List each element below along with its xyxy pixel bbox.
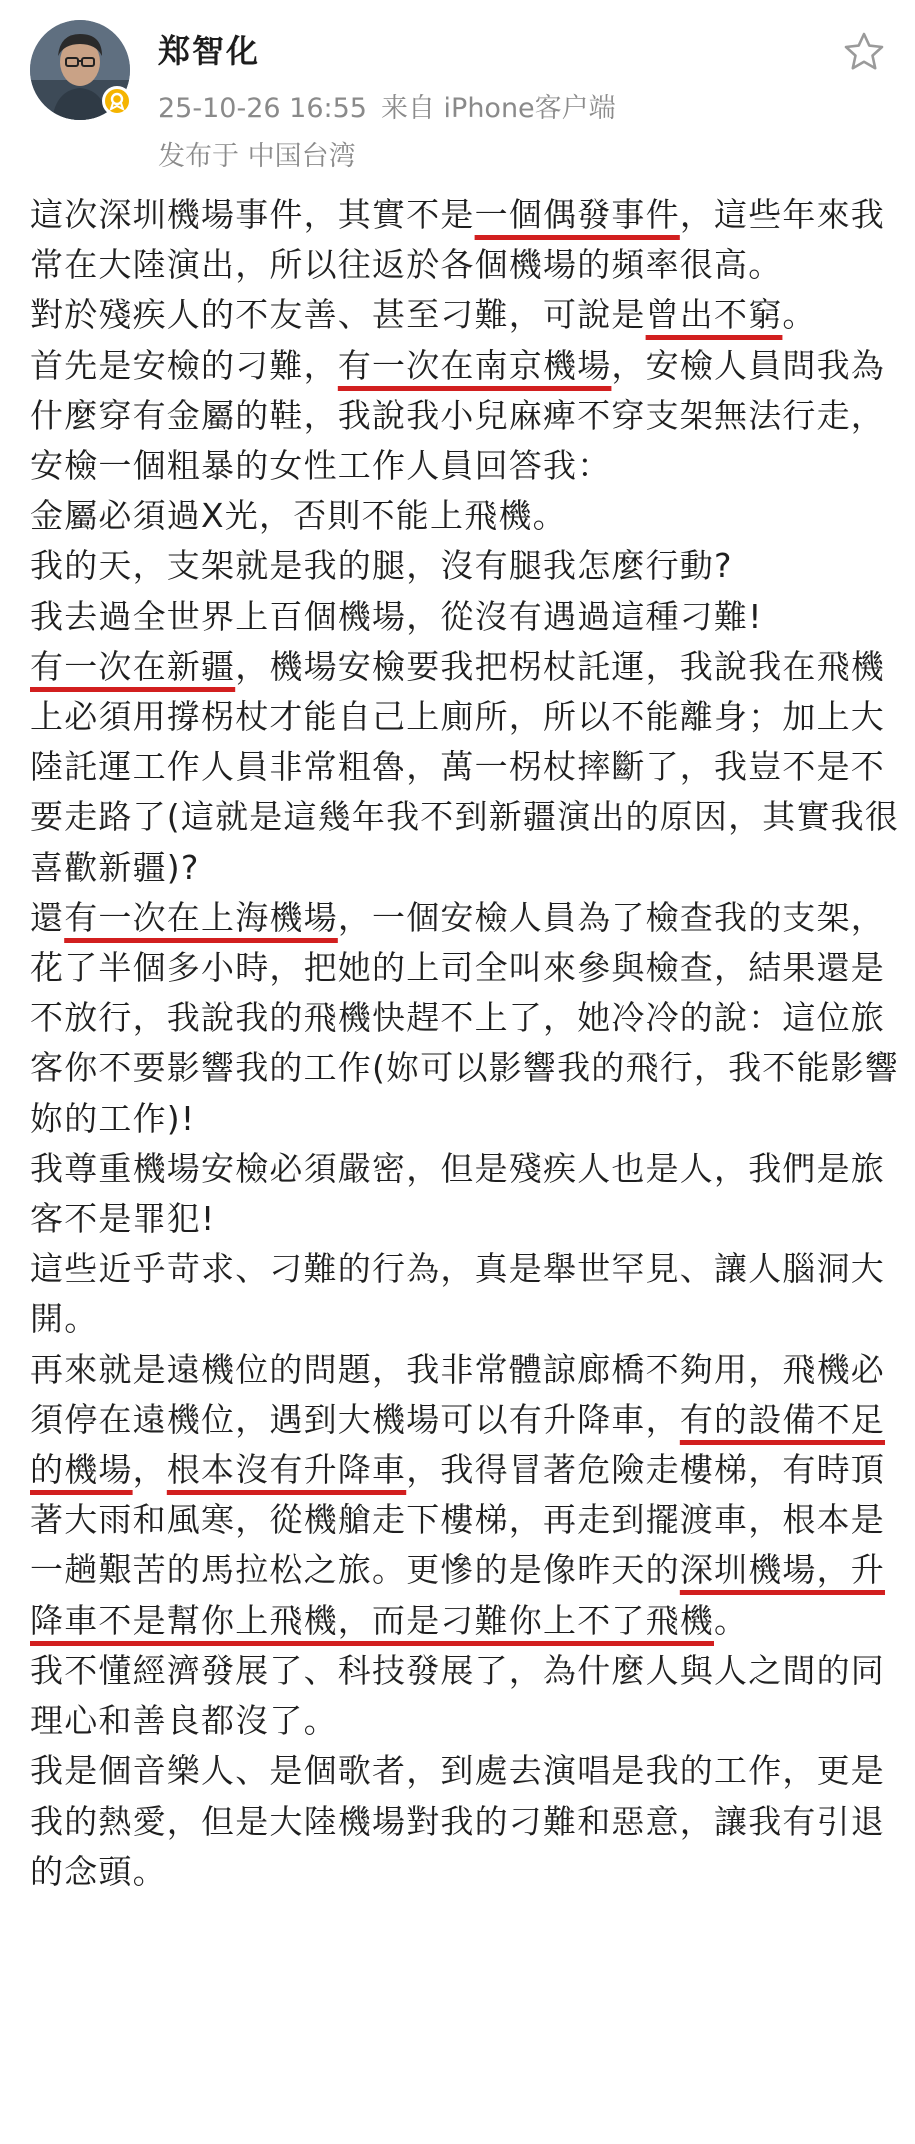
highlighted-phrase: 有一次在新疆 xyxy=(30,646,236,686)
post-text: ， xyxy=(132,1450,167,1490)
post-text: 再來就是遠機位的問題，我非常體諒廊橋不夠用，飛機必須停在遠機位，遇到大機場可以有升降車， xyxy=(30,1349,885,1439)
post-timestamp: 25-10-26 16:55 xyxy=(158,93,367,124)
highlighted-phrase: 根本沒有升降車 xyxy=(166,1450,407,1490)
post-header xyxy=(0,0,915,180)
highlighted-phrase: 有的設備不足的機場 xyxy=(30,1399,886,1490)
post-text: 。 xyxy=(782,295,817,335)
post-paragraph xyxy=(30,1345,900,1646)
verified-badge-icon xyxy=(102,86,132,116)
post-text: ，安檢人員問我為什麼穿有金屬的鞋，我說我小兒麻痺不穿支架無法行走，安檢一個粗暴的女性工作人員回答我： xyxy=(30,345,886,486)
post-text: ，這些年來我常在大陸演出，所以往返於各個機場的頻率很高。 xyxy=(30,195,886,285)
username[interactable]: 郑智化 xyxy=(158,32,261,70)
post-text: 。 xyxy=(714,1600,749,1640)
post-paragraph xyxy=(30,190,900,290)
post-paragraph: 我不懂經濟發展了、科技發展了，為什麼人與人之間的同理心和善良都沒了。 xyxy=(30,1650,885,1741)
post-paragraph: 我尊重機場安檢必須嚴密，但是殘疾人也是人，我們是旅客不是罪犯! xyxy=(30,1148,885,1239)
post-paragraph xyxy=(30,290,900,340)
post-paragraph xyxy=(30,893,900,1144)
post-paragraph xyxy=(30,642,900,893)
post-paragraph: 我的天，支架就是我的腿，沒有腿我怎麼行動? xyxy=(30,546,733,586)
post-paragraph: 我是個音樂人、是個歌者，到處去演唱是我的工作，更是我的熱愛，但是大陸機場對我的刁難和惡意，讓我有引退的念頭。 xyxy=(30,1751,885,1891)
post-text: ，機場安檢要我把柺杖託運，我說我在飛機上必須用撐柺杖才能自己上廁所，所以不能離身；加上大陸託運工作人員非常粗魯，萬一柺杖摔斷了，我豈不是不要走路了(這就是這幾年我不到新疆演出的原因，其實我很喜歡新疆)? xyxy=(30,646,900,887)
highlighted-phrase: 有一次在南京機場 xyxy=(337,345,612,385)
post-text: ，我得冒著危險走樓梯，有時頂著大雨和風寒，從機艙走下樓梯，再走到擺渡車，根本是一趟艱苦的馬拉松之旅。更慘的是像昨天的 xyxy=(30,1450,886,1590)
post-text: 還 xyxy=(30,897,65,937)
highlighted-phrase: 有一次在上海機場 xyxy=(64,897,338,937)
post-text: ，一個安檢人員為了檢查我的支架，花了半個多小時，把她的上司全叫來參與檢查，結果還是不放行，我說我的飛機快趕不上了，她冷冷的說：這位旅客你不要影響我的工作(妳可以影響我的飛行，我不能影響妳的工作)! xyxy=(30,897,900,1138)
highlighted-phrase: 深圳機場，升降車不是幫你上飛機，而是刁難你上不了飛機 xyxy=(30,1550,886,1640)
star-icon[interactable] xyxy=(842,30,886,74)
post-source: 来自 iPhone客户端 xyxy=(380,93,616,124)
post-paragraph xyxy=(30,341,900,492)
post-location: 发布于 中国台湾 xyxy=(158,141,356,172)
post-text: 對於殘疾人的不友善、甚至刁難，可說是 xyxy=(30,295,646,335)
post-meta xyxy=(158,86,616,125)
post-body xyxy=(30,190,900,1897)
post-text: 這次深圳機場事件，其實不是 xyxy=(30,195,475,234)
post-paragraph: 金屬必須過X光，否則不能上飛機。 xyxy=(30,496,567,536)
post-text: 首先是安檢的刁難， xyxy=(30,345,338,385)
highlighted-phrase: 曾出不窮 xyxy=(645,295,783,335)
highlighted-phrase: 一個偶發事件 xyxy=(474,195,680,234)
post-paragraph: 這些近乎苛求、刁難的行為，真是舉世罕見、讓人腦洞大開。 xyxy=(30,1249,885,1339)
post-paragraph: 我去過全世界上百個機場，從沒有遇過這種刁難! xyxy=(30,596,763,636)
